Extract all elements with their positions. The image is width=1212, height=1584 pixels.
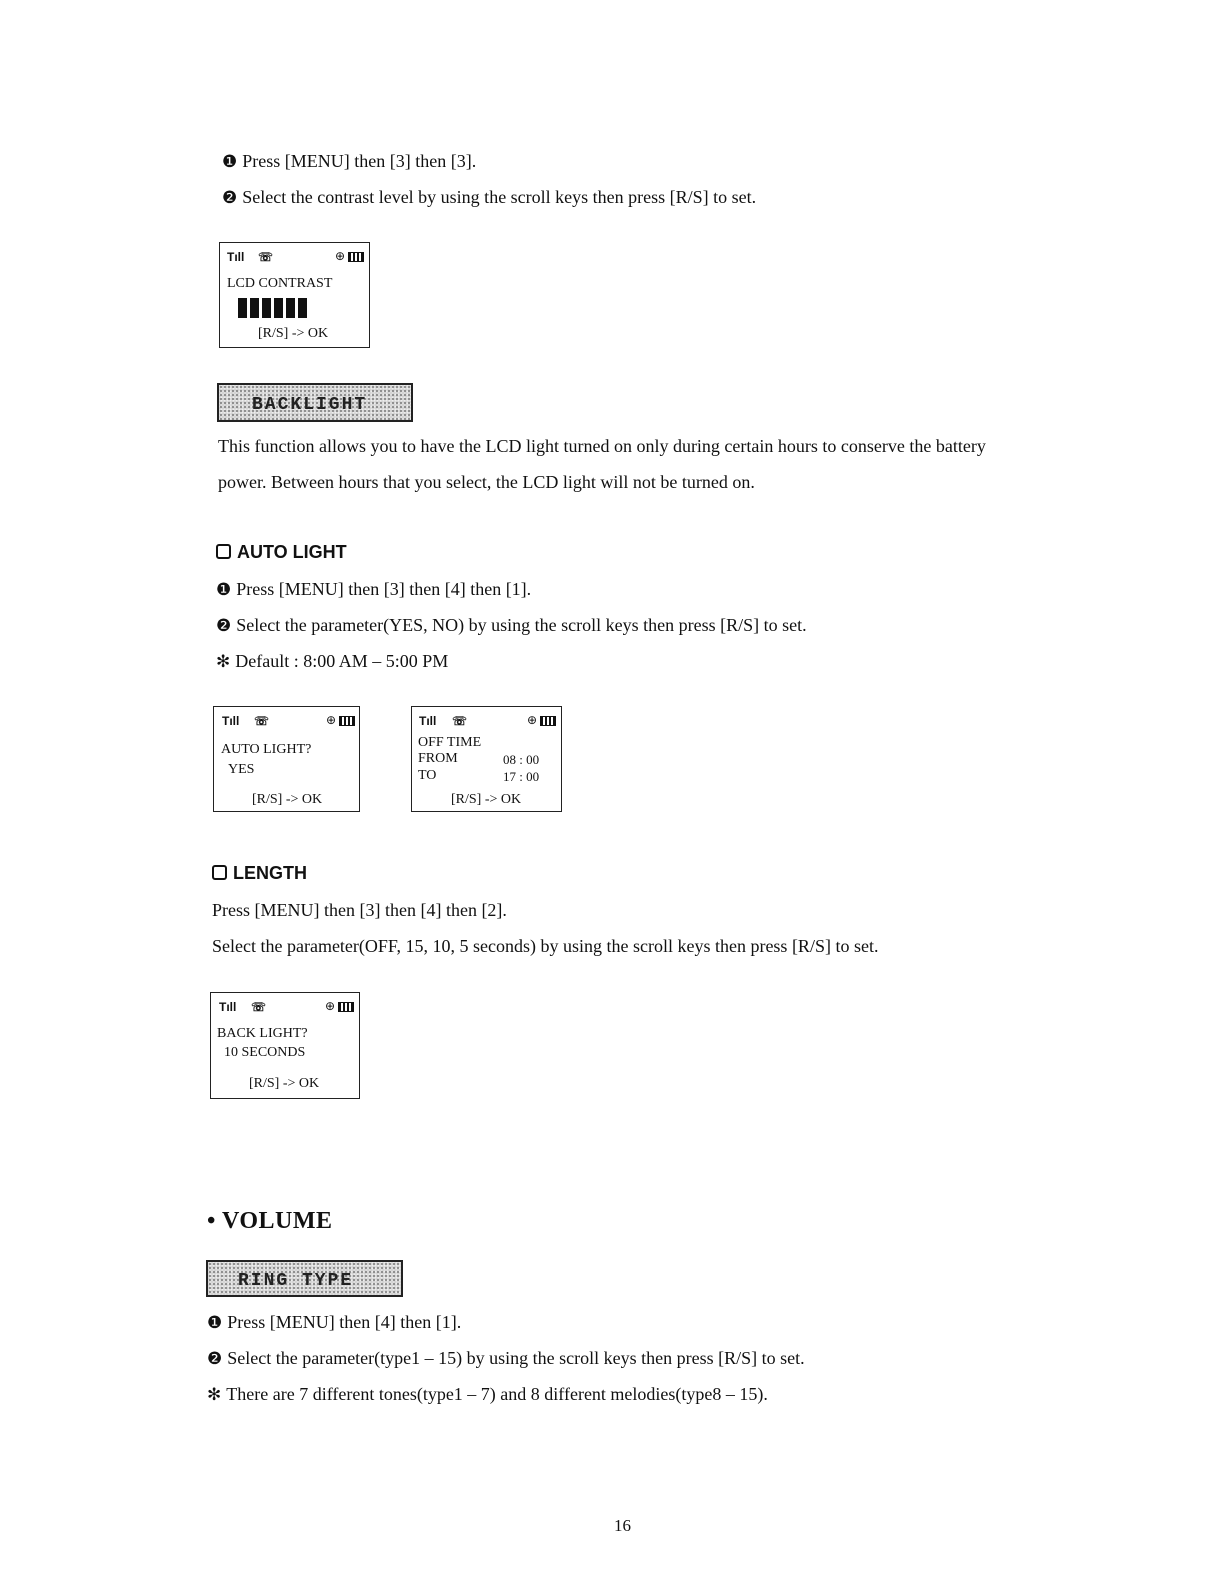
plug-icon: ⊕ — [335, 249, 346, 263]
step-number-1-icon: ❶ — [222, 152, 238, 171]
lcd-line-1: OFF TIME — [418, 735, 482, 750]
battery-icon — [348, 252, 364, 262]
lcd-back-light-screen — [210, 992, 360, 1099]
lcd-line-1: BACK LIGHT? — [217, 1026, 308, 1041]
asterisk-icon: ✻ — [207, 1385, 222, 1404]
step-number-1-icon: ❶ — [207, 1313, 223, 1332]
ring-type-step-1: ❶ Press [MENU] then [4] then [1]. — [207, 1312, 462, 1332]
phone-handset-icon: ☏ — [452, 714, 468, 728]
auto-light-note: ✻ Default : 8:00 AM – 5:00 PM — [216, 651, 449, 671]
battery-icon — [540, 716, 556, 726]
bullet-icon: • — [207, 1208, 222, 1234]
from-value: 08 : 00 — [503, 752, 540, 767]
backlight-banner: BACKLIGHT — [217, 383, 413, 422]
lcd-contrast-screen — [219, 242, 370, 348]
phone-handset-icon: ☏ — [254, 714, 270, 728]
ring-type-step-2: ❷ Select the parameter(type1 – 15) by using the scroll keys then press [R/S] to set. — [207, 1348, 805, 1368]
lcd-off-time-screen — [411, 706, 562, 812]
plug-icon: ⊕ — [326, 713, 337, 727]
lcd-ok-hint: [R/S] -> OK — [252, 792, 323, 807]
step-number-2-icon: ❷ — [216, 616, 232, 635]
page-number: 16 — [614, 1516, 631, 1535]
ring-type-banner: RING TYPE — [206, 1260, 403, 1297]
signal-icon: Tıll — [419, 714, 437, 728]
lcd-line-2: 10 SECONDS — [224, 1045, 306, 1060]
length-step-1: Press [MENU] then [3] then [4] then [2]. — [212, 900, 507, 920]
step-number-1-icon: ❶ — [216, 580, 232, 599]
checkbox-square-icon — [212, 865, 227, 880]
from-label: FROM — [418, 751, 458, 766]
lcd-ok-hint: [R/S] -> OK — [249, 1076, 320, 1091]
lcd-ok-hint: [R/S] -> OK — [258, 326, 329, 341]
auto-light-step-2: ❷ Select the parameter(YES, NO) by using the scroll keys then press [R/S] to set. — [216, 615, 807, 635]
phone-handset-icon: ☏ — [251, 1000, 267, 1014]
signal-icon: Tıll — [227, 250, 245, 264]
length-step-2: Select the parameter(OFF, 15, 10, 5 seconds) by using the scroll keys then press [R/S] to set. — [212, 936, 879, 956]
volume-title: • VOLUME — [207, 1208, 333, 1234]
checkbox-square-icon — [216, 544, 231, 559]
backlight-desc-line-1: This function allows you to have the LCD light turned on only during certain hours to conserve the battery — [218, 436, 986, 456]
to-label: TO — [418, 768, 437, 783]
phone-handset-icon: ☏ — [258, 250, 274, 264]
lcd-title: LCD CONTRAST — [227, 276, 333, 291]
auto-light-heading: AUTO LIGHT — [216, 542, 347, 563]
signal-icon: Tıll — [222, 714, 240, 728]
battery-icon — [339, 716, 355, 726]
auto-light-step-1: ❶ Press [MENU] then [3] then [4] then [1]. — [216, 579, 532, 599]
contrast-level-bars — [238, 298, 310, 323]
plug-icon: ⊕ — [325, 999, 336, 1013]
asterisk-icon: ✻ — [216, 652, 231, 671]
step-number-2-icon: ❷ — [207, 1349, 223, 1368]
signal-icon: Tıll — [219, 1000, 237, 1014]
length-heading: LENGTH — [212, 863, 307, 884]
ring-type-note: ✻ There are 7 different tones(type1 – 7) and 8 different melodies(type8 – 15). — [207, 1384, 768, 1404]
to-value: 17 : 00 — [503, 769, 540, 784]
contrast-step-1: ❶ Press [MENU] then [3] then [3]. — [222, 151, 477, 171]
lcd-auto-light-screen — [213, 706, 360, 812]
lcd-line-1: AUTO LIGHT? — [221, 742, 312, 757]
backlight-desc-line-2: power. Between hours that you select, the LCD light will not be turned on. — [218, 472, 755, 492]
lcd-line-2: YES — [228, 762, 255, 777]
step-number-2-icon: ❷ — [222, 188, 238, 207]
contrast-step-2: ❷ Select the contrast level by using the scroll keys then press [R/S] to set. — [222, 187, 757, 207]
plug-icon: ⊕ — [527, 713, 538, 727]
battery-icon — [338, 1002, 354, 1012]
lcd-ok-hint: [R/S] -> OK — [451, 792, 522, 807]
